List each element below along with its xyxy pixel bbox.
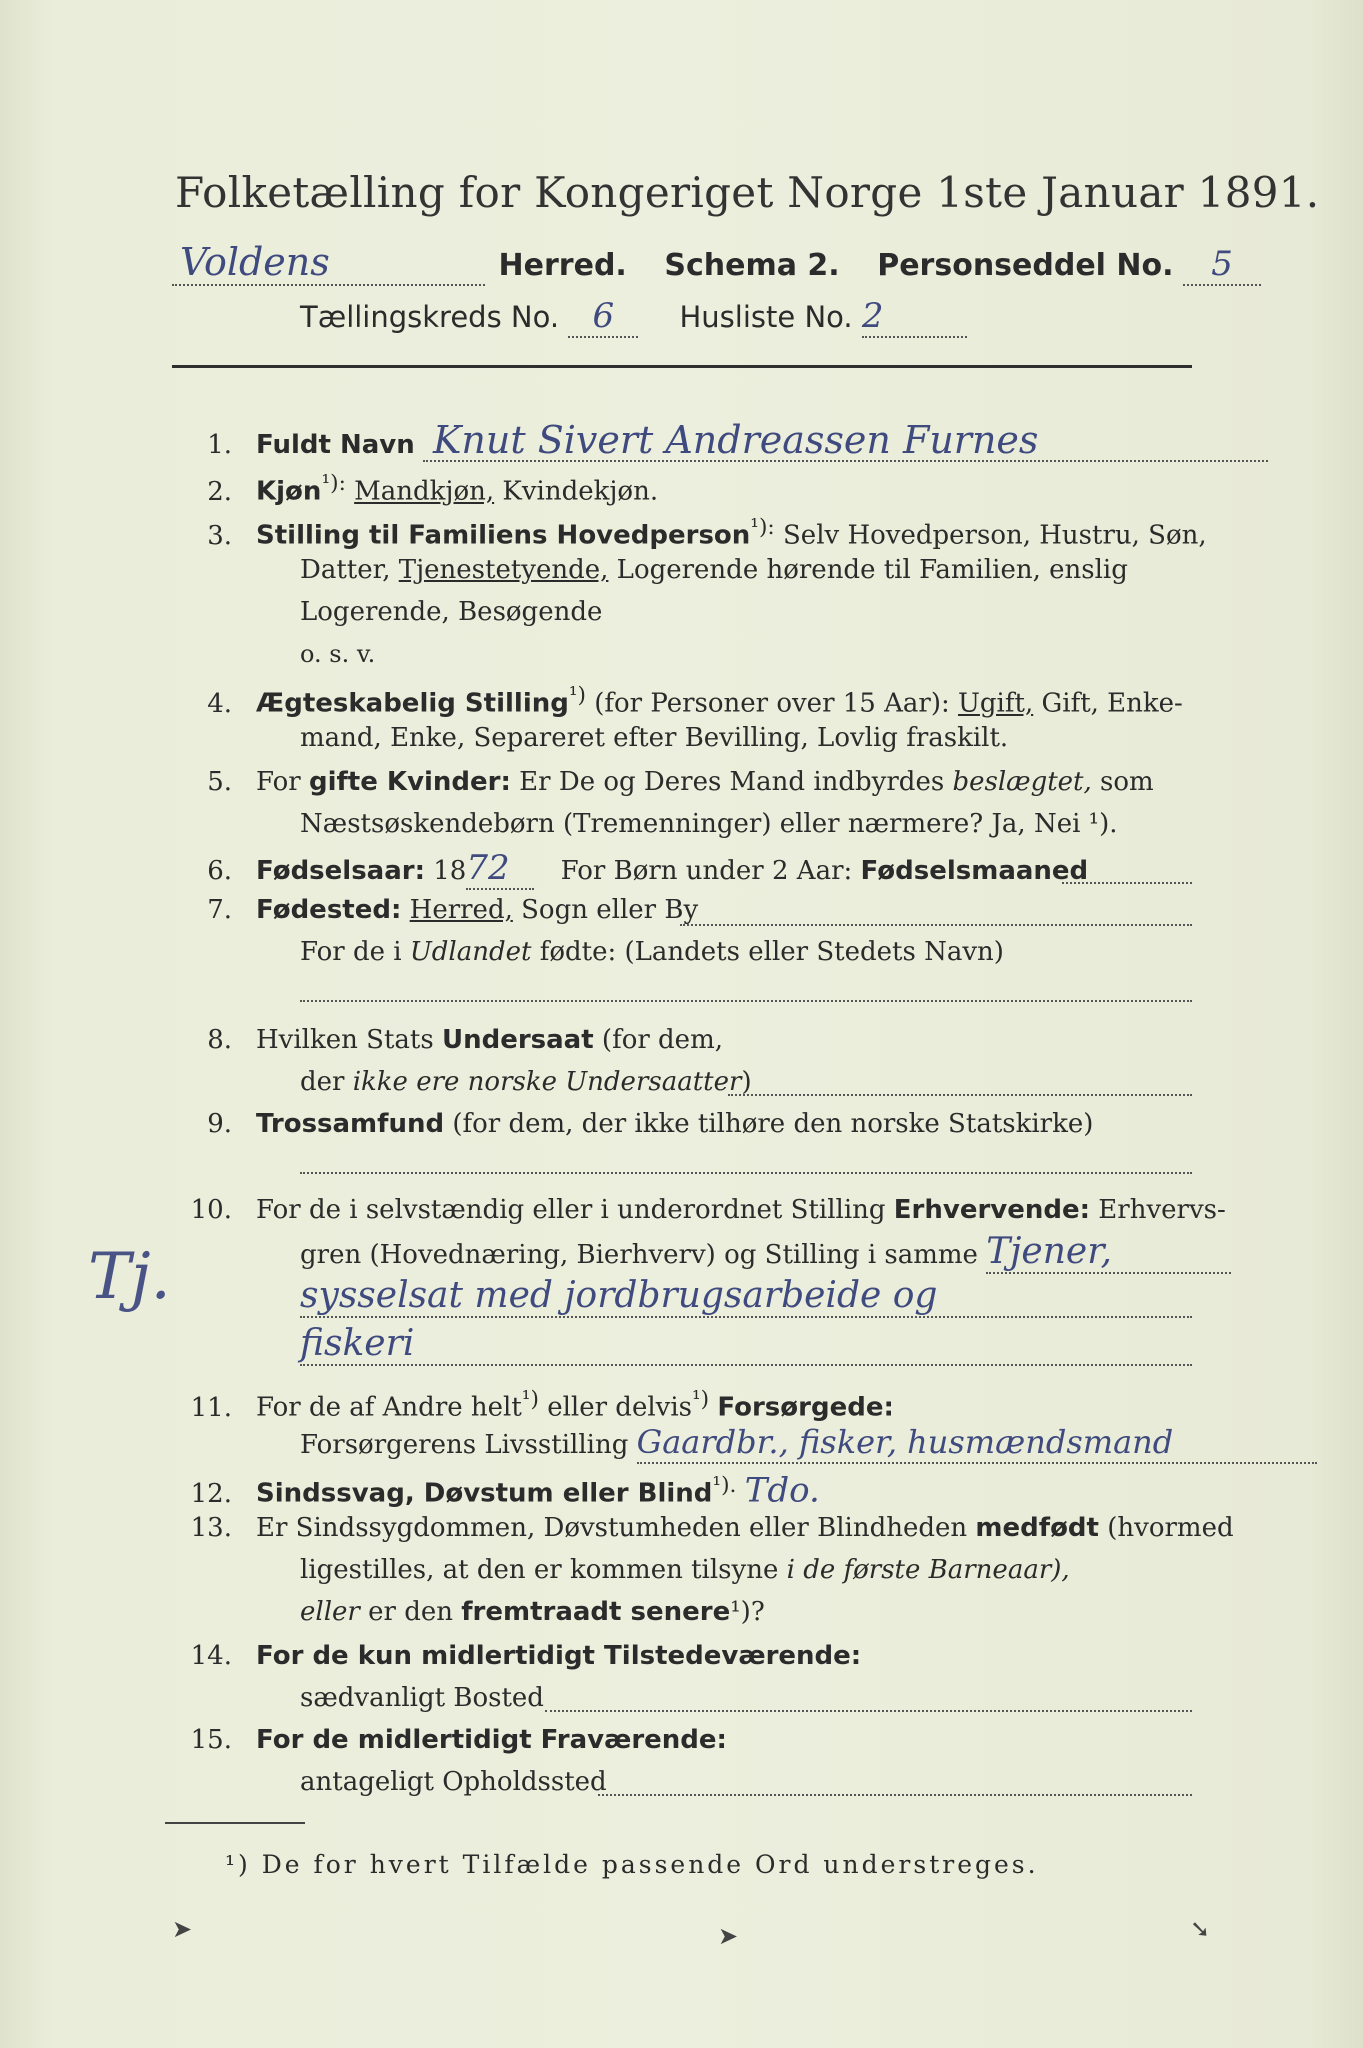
footnote-ref: ¹):: [750, 515, 775, 540]
arrow-mark-left: ➤: [172, 1915, 193, 1943]
item-4: [170, 676, 1183, 724]
citizenship-der: der: [300, 1067, 345, 1097]
birthyear-value[interactable]: 72: [466, 848, 534, 890]
occupation-prefix: For de i selvstændig eller i underordnet Stilling: [256, 1195, 886, 1225]
schema-label: Schema 2.: [664, 248, 840, 283]
item-number: 15.: [190, 1725, 232, 1755]
item-number: 4.: [207, 688, 232, 719]
usual-residence-field[interactable]: [545, 1710, 1192, 1712]
item-10-line-2: [300, 1232, 1231, 1275]
footnote-ref: ¹): [568, 683, 586, 708]
occupation-note: Erhvervs-: [1098, 1195, 1226, 1225]
footnote-ref: ¹): [521, 1387, 539, 1412]
item-number: 3.: [207, 520, 232, 551]
item-7-line-2: [300, 932, 1004, 972]
abroad-text: fødte: (Landets eller Stedets Navn): [539, 937, 1004, 967]
header-rule: [172, 365, 1192, 368]
item-number: 10.: [190, 1195, 232, 1225]
birthyear-label: Fødselsaar:: [256, 856, 425, 886]
birthplace-label: Fødested:: [256, 895, 402, 925]
birthmonth-note: For Børn under 2 Aar:: [560, 856, 853, 886]
item-3-line-3: Logerende, Besøgende: [300, 597, 603, 627]
later-italic: eller: [300, 1597, 360, 1627]
item-14-line-2: [300, 1678, 544, 1718]
dependent-label: Forsørgede:: [717, 1392, 894, 1423]
item-number: 7.: [207, 895, 232, 925]
item-15-line-2: [300, 1762, 607, 1802]
item-number: 6.: [207, 856, 232, 886]
item-8-line-2: der ikke ere norske Undersaatter): [300, 1067, 752, 1097]
form-title: Folketælling for Kongeriget Norge 1ste Januar 1891.: [175, 168, 1320, 217]
item-10-line-3: [300, 1276, 1192, 1319]
disability-label: Sindssvag, Døvstum eller Blind: [256, 1478, 713, 1509]
marital-option-ugift[interactable]: Ugift,: [958, 688, 1034, 719]
item-4-line-2: mand, Enke, Separeret efter Bevilling, Lovlig fraskilt.: [300, 723, 1009, 753]
margin-note: Tj.: [88, 1240, 171, 1314]
citizenship-italic: ikke ere norske Undersaatter: [352, 1067, 742, 1097]
item-number: 2.: [207, 476, 232, 507]
temporary-absent-label: For de midlertidigt Fraværende:: [256, 1725, 727, 1755]
dependent-text: eller delvis: [547, 1392, 692, 1423]
religion-label: Trossamfund: [256, 1109, 445, 1139]
footnote-ref: ¹)?: [730, 1597, 765, 1627]
citizenship-field[interactable]: [728, 1094, 1192, 1096]
item-14: [170, 1636, 861, 1676]
religion-field[interactable]: [300, 1172, 1192, 1174]
provider-label: Forsørgerens Livsstilling: [300, 1430, 629, 1460]
occupation-text: gren (Hovednæring, Bierhverv) og Stilling i samme: [300, 1240, 978, 1270]
footnote-ref: ¹): [692, 1387, 710, 1412]
occupation-value-1[interactable]: Tjener,: [986, 1232, 1231, 1274]
item-number: 12.: [190, 1478, 232, 1509]
occupation-label: Erhvervende:: [893, 1195, 1091, 1225]
name-label: Fuldt Navn: [256, 430, 415, 460]
item-number: 14.: [190, 1641, 232, 1671]
item-5-line-2: Næstsøskendebørn (Tremenninger) eller nærmere? Ja, Nei ¹).: [300, 809, 1118, 839]
item-6: [170, 848, 1088, 891]
item-number: 11.: [190, 1392, 232, 1423]
item-13: [170, 1508, 1234, 1548]
item-8: [170, 1020, 723, 1060]
occupation-value-3[interactable]: fiskeri: [300, 1324, 1192, 1366]
later-label: fremtraadt senere: [461, 1597, 731, 1627]
item-11-line-2: [300, 1422, 1317, 1465]
sex-label: Kjøn: [256, 476, 322, 507]
abroad-field[interactable]: [300, 1000, 1192, 1002]
husliste-value[interactable]: 2: [862, 296, 967, 338]
item-number: 13.: [190, 1513, 232, 1543]
probable-residence-label: antageligt Opholdssted: [300, 1767, 607, 1797]
congenital-italic: i de første Barneaar),: [786, 1555, 1070, 1585]
provider-value[interactable]: Gaardbr., fisker, husmændsmand: [637, 1422, 1317, 1464]
item-13-line-3: [300, 1592, 765, 1632]
herred-line: [172, 240, 1261, 286]
item-3: [170, 508, 1207, 556]
birthyear-prefix: 18: [433, 856, 467, 886]
married-women-label: gifte Kvinder:: [308, 767, 511, 797]
congenital-label: medfødt: [975, 1513, 1099, 1543]
item-3-line-2: [300, 550, 1128, 590]
marital-label: Ægteskabelig Stilling: [256, 688, 569, 719]
item-9: [170, 1104, 1093, 1144]
citizenship-note: (for dem,: [601, 1025, 723, 1055]
q5-text-end: som: [1100, 767, 1154, 797]
abroad-prefix: For de i: [300, 937, 402, 967]
birthplace-field[interactable]: [680, 924, 1192, 926]
herred-value[interactable]: Voldens: [172, 240, 485, 286]
name-value[interactable]: Knut Sivert Andreassen Furnes: [423, 420, 1268, 462]
q5-italic: beslægtet,: [952, 767, 1092, 797]
birthmonth-label: Fødselsmaaned: [860, 856, 1089, 886]
marital-options: Gift, Enke-: [1041, 688, 1183, 719]
later-text: er den: [368, 1597, 453, 1627]
item-number: 9.: [207, 1109, 232, 1139]
congenital-text-2: ligestilles, at den er kommen tilsyne: [300, 1555, 779, 1585]
temporary-present-label: For de kun midlertidigt Tilstedeværende:: [256, 1641, 862, 1671]
husliste-label: Husliste No.: [679, 300, 853, 334]
q5-text: Er De og Deres Mand indbyrdes: [519, 767, 945, 797]
congenital-note: (hvormed: [1107, 1513, 1234, 1543]
abroad-italic: Udlandet: [409, 937, 532, 967]
item-11: [170, 1380, 894, 1428]
item-15: [170, 1720, 727, 1760]
occupation-value-2[interactable]: sysselsat med jordbrugsarbeide og: [300, 1276, 1192, 1318]
footnote-ref: ¹):: [321, 471, 346, 496]
religion-note: (for dem, der ikke tilhøre den norske Statskirke): [452, 1109, 1094, 1139]
birthplace-option-herred[interactable]: Herred,: [409, 895, 513, 925]
arrow-mark-right: ➘: [1190, 1915, 1211, 1943]
disability-value[interactable]: Tdo.: [744, 1470, 820, 1511]
citizenship-prefix: Hvilken Stats: [256, 1025, 434, 1055]
item-number: 8.: [207, 1025, 232, 1055]
kreds-line: [300, 296, 967, 338]
arrow-mark-center: ➤: [718, 1922, 739, 1950]
footnote: ¹) De for hvert Tilfælde passende Ord understreges.: [225, 1850, 1039, 1879]
footnote-ref: ¹).: [712, 1473, 737, 1498]
birthplace-options: Sogn eller By: [521, 895, 699, 925]
q5-prefix: For: [256, 767, 301, 797]
herred-label: Herred.: [498, 248, 627, 283]
sex-option-male[interactable]: Mandkjøn,: [354, 476, 495, 507]
item-3-line-4: o. s. v.: [300, 640, 376, 668]
kreds-label: Tællingskreds No.: [300, 300, 560, 334]
footnote-rule: [165, 1822, 305, 1824]
position-option-datter: Datter,: [300, 555, 391, 585]
item-number: 1.: [207, 430, 232, 460]
item-10-line-4: [300, 1324, 1192, 1367]
position-options: Selv Hovedperson, Hustru, Søn,: [783, 520, 1207, 551]
position-option-tjenestetyende[interactable]: Tjenestetyende,: [398, 555, 609, 585]
marital-note: (for Personer over 15 Aar):: [594, 688, 950, 719]
item-1: [170, 420, 1268, 465]
personseddel-value[interactable]: 5: [1183, 244, 1261, 286]
citizenship-label: Undersaat: [441, 1025, 594, 1055]
dependent-prefix: For de af Andre helt: [256, 1392, 522, 1423]
item-12: [170, 1466, 820, 1514]
birthmonth-field[interactable]: [1062, 882, 1192, 884]
item-10: [170, 1190, 1226, 1230]
item-7: [170, 890, 698, 930]
position-options-cont: Logerende hørende til Familien, enslig: [616, 555, 1128, 585]
item-13-line-2: [300, 1550, 1070, 1590]
usual-residence-label: sædvanligt Bosted: [300, 1683, 544, 1713]
sex-option-female[interactable]: Kvindekjøn.: [502, 476, 659, 507]
item-number: 5.: [207, 767, 232, 797]
position-label: Stilling til Familiens Hovedperson: [256, 520, 751, 551]
kreds-value[interactable]: 6: [568, 296, 638, 338]
item-5: [170, 762, 1154, 802]
personseddel-label: Personseddel No.: [877, 248, 1174, 283]
congenital-text: Er Sindssygdommen, Døvstumheden eller Blindheden: [256, 1513, 968, 1543]
item-2: [170, 464, 658, 512]
probable-residence-field[interactable]: [598, 1794, 1192, 1796]
